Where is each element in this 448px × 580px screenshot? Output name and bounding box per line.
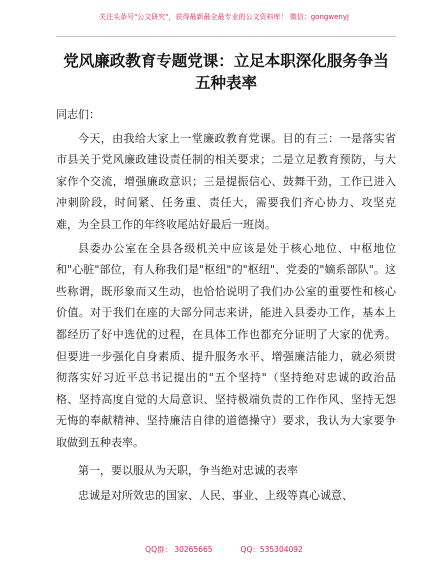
footer-qq: QQ：535304092 bbox=[240, 545, 303, 554]
header-divider bbox=[56, 36, 396, 37]
section-paragraph: 忠诚是对所效忠的国家、人民、事业、上级等真心诚意、 bbox=[78, 489, 353, 503]
paragraph-2: 县委办公室在全县各级机关中应该是处于核心地位、中枢地位和"心脏"部位，有人称我们是"枢纽"的"枢纽"、党委的"嫡系部队"。这些称谓，既形象而又生动，也恰恰说明了我们办公室的重要性和核心价值。对于我们在座的大部分同志来讲，能进入县委办工作，基本上都经历了好中选优的过程，在具体工作也都充分证明了大家的优秀。但要进一步强化自身素质、提升服务水平、增强廉洁能力，就必须贯彻落实好习近平总书记提出的"五个坚持"（坚持绝对忠诚的政治品格、坚持高度自觉的大局意识、坚持极端负责的工作作风、坚持无怨无悔的奉献精神、坚持廉洁自律的道德操守）要求，我认为大家要争取做到五种表率。 bbox=[56, 241, 396, 449]
salutation: 同志们： bbox=[56, 108, 100, 121]
document-body bbox=[56, 104, 396, 509]
section-heading: 第一，要以服从为天职，争当绝对忠诚的表率 bbox=[78, 463, 298, 477]
footer-contact bbox=[0, 545, 448, 555]
paragraph-1: 今天，由我给大家上一堂廉政教育党课。目的有三：一是落实省市县关于党风廉政建设责任制的相关要求；二是立足教育预防，与大家作个交流，增强廉政意识；三是提振信心、鼓舞干劲，工作已进入冲刺阶段，时间紧、任务重、责任大，需要我们齐心协力、攻坚克难，为全县工作的年终收尾站好最后一班岗。 bbox=[56, 131, 396, 231]
footer-qq-group: QQ群： 30265665 bbox=[145, 545, 213, 554]
document-title: 党风廉政教育专题党课：立足本职深化服务争当五种表率 bbox=[63, 52, 389, 92]
header-promo-note: 关注头条号"公文研究"，获得最新最全最专业的公文资料库！ 微信：gongwenyj bbox=[99, 13, 349, 21]
